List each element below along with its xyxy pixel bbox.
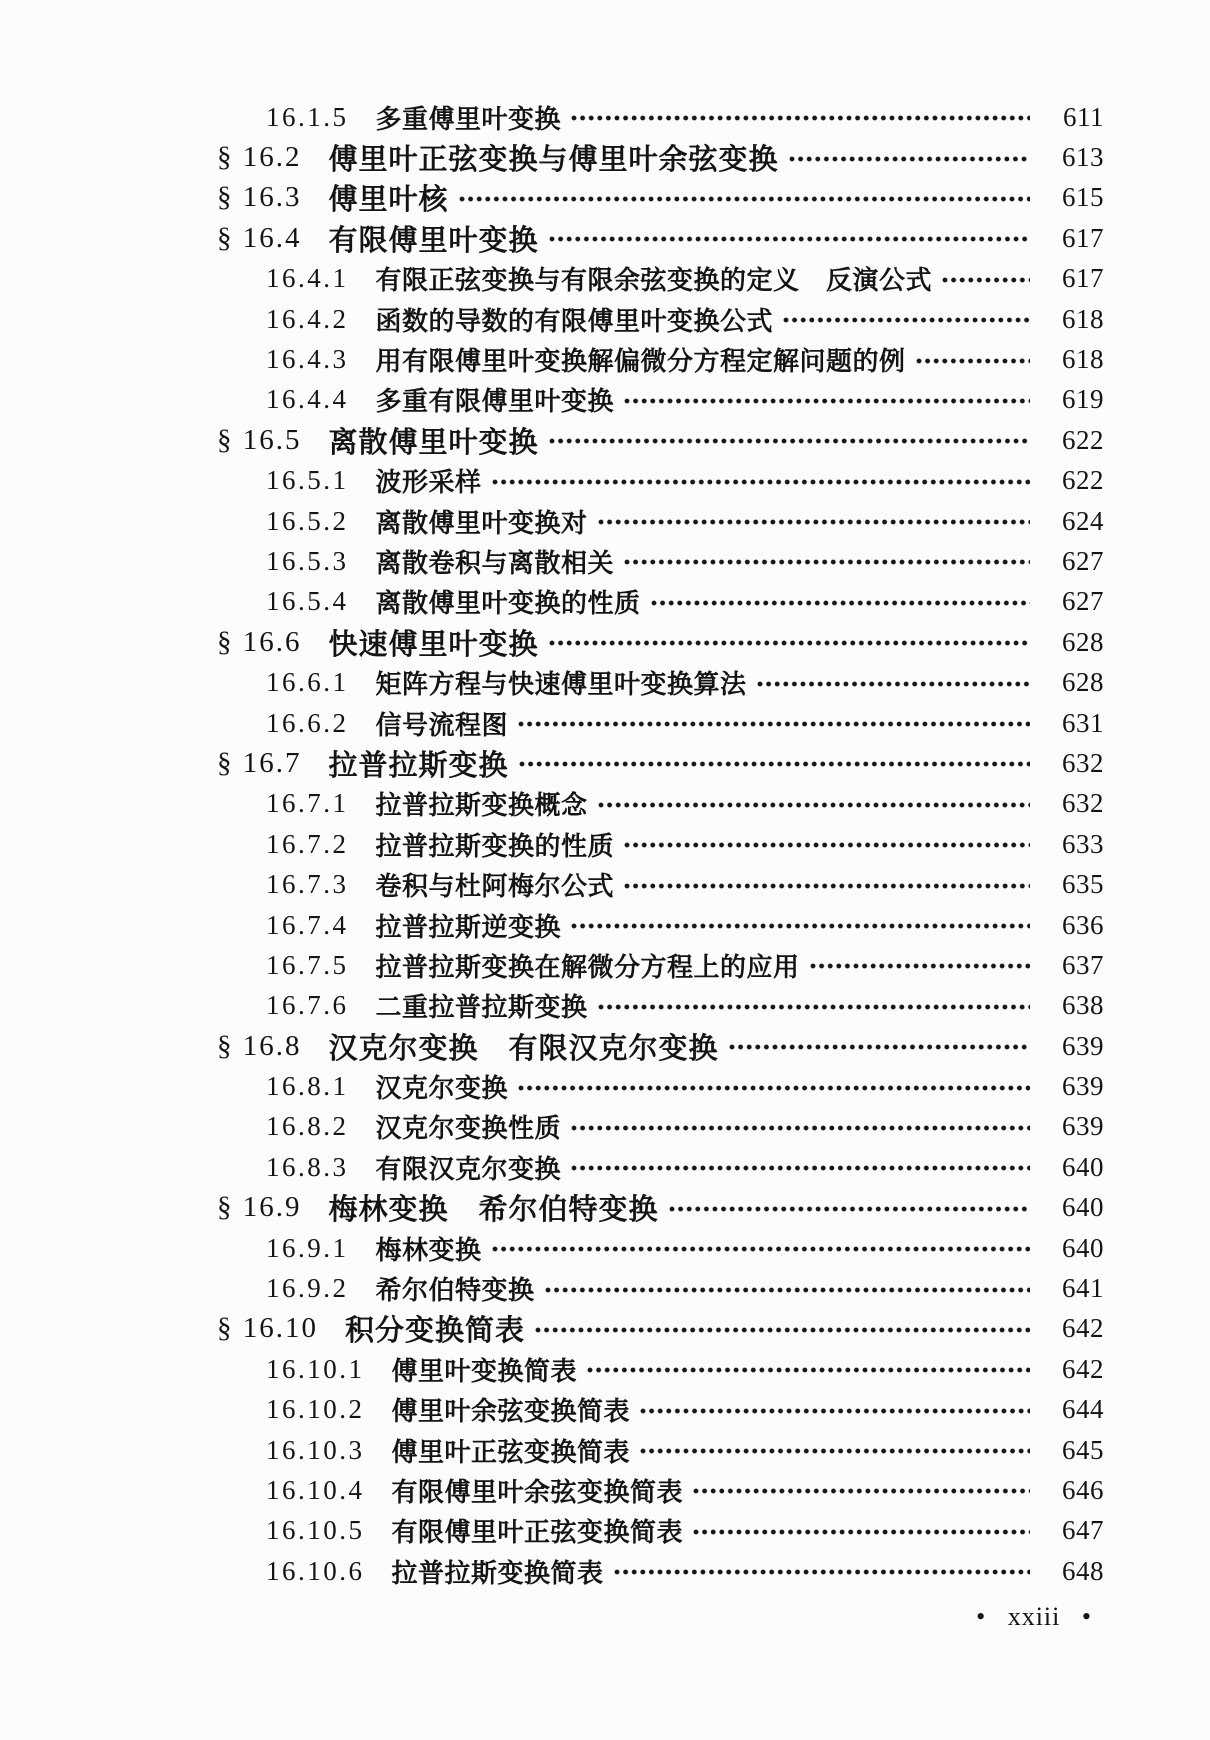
entry-title: 汉克尔变换	[375, 1073, 509, 1104]
dot-leader	[548, 437, 1030, 445]
entry-title: 拉普拉斯逆变换	[375, 911, 562, 942]
toc-entry	[0, 1349, 1210, 1389]
entry-title: 矩阵方程与快速傅里叶变换算法	[375, 669, 747, 700]
dot-leader	[623, 558, 1030, 566]
entry-title: 傅里叶余弦变换简表	[391, 1396, 631, 1427]
entry-number: 16.10.4	[266, 1474, 365, 1505]
entry-number: 16.10.1	[266, 1353, 365, 1384]
entry-number: 16.4.3	[266, 344, 349, 375]
entry-page-number: 627	[1062, 545, 1104, 576]
toc-entry	[0, 178, 1210, 218]
toc-entry	[0, 784, 1210, 824]
dot-leader	[692, 1487, 1030, 1495]
entry-title: 多重有限傅里叶变换	[375, 386, 615, 417]
toc-entry	[0, 1470, 1210, 1510]
entry-title: 梅林变换	[375, 1234, 482, 1265]
entry-number: 16.7.6	[266, 990, 349, 1021]
entry-title: 离散傅里叶变换	[328, 426, 539, 459]
entry-number: § 16.8	[217, 1029, 302, 1062]
toc-entry	[0, 1147, 1210, 1187]
entry-number: 16.5.1	[266, 465, 349, 496]
toc-entry	[0, 339, 1210, 379]
toc-entry	[0, 299, 1210, 339]
entry-title: 拉普拉斯变换概念	[375, 790, 588, 821]
entry-number: 16.7.4	[266, 909, 349, 940]
dot-leader	[623, 397, 1030, 405]
toc-entry	[0, 1390, 1210, 1430]
dot-leader	[548, 639, 1030, 647]
toc-entry	[0, 1228, 1210, 1268]
entry-number: § 16.7	[217, 746, 302, 779]
dot-leader	[915, 357, 1030, 365]
entry-title: 有限傅里叶正弦变换简表	[391, 1517, 684, 1548]
toc-entry	[0, 824, 1210, 864]
dot-leader	[518, 760, 1030, 768]
entry-title: 波形采样	[375, 467, 482, 498]
toc-entry	[0, 945, 1210, 985]
page-number-footer: • xxiii •	[976, 1602, 1092, 1631]
entry-page-number: 632	[1062, 747, 1104, 778]
dot-leader	[668, 1205, 1030, 1213]
entry-page-number: 617	[1062, 263, 1104, 294]
entry-page-number: 624	[1062, 505, 1104, 536]
dot-leader	[570, 1124, 1030, 1132]
entry-page-number: 628	[1062, 667, 1104, 698]
entry-title: 拉普拉斯变换的性质	[375, 830, 615, 861]
toc-list	[0, 97, 1210, 1591]
entry-number: 16.5.3	[266, 545, 349, 576]
entry-page-number: 627	[1062, 586, 1104, 617]
entry-page-number: 628	[1062, 626, 1104, 657]
entry-page-number: 631	[1062, 707, 1104, 738]
dot-leader	[544, 1286, 1030, 1294]
dot-leader	[809, 962, 1030, 970]
dot-leader	[692, 1528, 1030, 1536]
entry-number: § 16.4	[217, 221, 302, 254]
entry-number: 16.5.4	[266, 586, 349, 617]
entry-title: 离散卷积与离散相关	[375, 547, 615, 578]
toc-entry	[0, 1107, 1210, 1147]
entry-title: 卷积与杜阿梅尔公式	[375, 871, 615, 902]
toc-entry	[0, 541, 1210, 581]
entry-number: 16.4.1	[266, 263, 349, 294]
entry-title: 有限正弦变换与有限余弦变换的定义 反演公式	[375, 265, 933, 296]
toc-entry	[0, 420, 1210, 460]
entry-number: 16.5.2	[266, 505, 349, 536]
entry-title: 拉普拉斯变换在解微分方程上的应用	[375, 951, 800, 982]
entry-number: 16.10.6	[266, 1555, 365, 1586]
entry-page-number: 636	[1062, 909, 1104, 940]
entry-number: 16.1.5	[266, 101, 349, 132]
entry-number: § 16.5	[217, 423, 302, 456]
entry-number: 16.10.2	[266, 1394, 365, 1425]
entry-title: 汉克尔变换 有限汉克尔变换	[328, 1032, 719, 1065]
entry-page-number: 633	[1062, 828, 1104, 859]
entry-number: § 16.10	[217, 1312, 318, 1345]
entry-title: 离散傅里叶变换的性质	[375, 588, 641, 619]
dot-leader	[623, 882, 1030, 890]
dot-leader	[548, 235, 1030, 243]
entry-title: 多重傅里叶变换	[375, 103, 562, 134]
toc-entry	[0, 97, 1210, 137]
toc-entry	[0, 380, 1210, 420]
toc-entry	[0, 582, 1210, 622]
entry-page-number: 613	[1062, 142, 1104, 173]
dot-leader	[639, 1407, 1030, 1415]
entry-number: 16.7.5	[266, 949, 349, 980]
dot-leader	[458, 195, 1030, 203]
toc-entry	[0, 703, 1210, 743]
entry-number: § 16.3	[217, 181, 302, 214]
entry-page-number: 635	[1062, 869, 1104, 900]
entry-number: 16.7.1	[266, 788, 349, 819]
dot-leader	[623, 841, 1030, 849]
toc-entry	[0, 259, 1210, 299]
entry-page-number: 640	[1062, 1151, 1104, 1182]
entry-number: 16.10.5	[266, 1515, 365, 1546]
dot-leader	[782, 316, 1030, 324]
dot-leader	[491, 1245, 1030, 1253]
toc-entry	[0, 662, 1210, 702]
entry-page-number: 646	[1062, 1474, 1104, 1505]
entry-number: 16.6.1	[266, 667, 349, 698]
entry-title: 傅里叶核	[328, 184, 449, 217]
entry-title: 希尔伯特变换	[375, 1275, 535, 1306]
dot-leader	[613, 1568, 1030, 1576]
entry-page-number: 617	[1062, 222, 1104, 253]
dot-leader	[639, 1447, 1030, 1455]
entry-title: 有限傅里叶变换	[328, 224, 539, 257]
toc-entry	[0, 1551, 1210, 1591]
entry-number: 16.8.1	[266, 1071, 349, 1102]
entry-page-number: 618	[1062, 344, 1104, 375]
entry-page-number: 632	[1062, 788, 1104, 819]
entry-number: 16.10.3	[266, 1434, 365, 1465]
entry-title: 傅里叶变换简表	[391, 1355, 578, 1386]
entry-title: 拉普拉斯变换简表	[391, 1557, 604, 1588]
entry-page-number: 645	[1062, 1434, 1104, 1465]
entry-title: 拉普拉斯变换	[328, 749, 509, 782]
toc-entry	[0, 864, 1210, 904]
toc-entry	[0, 622, 1210, 662]
toc-entry	[0, 1511, 1210, 1551]
entry-page-number: 647	[1062, 1515, 1104, 1546]
toc-entry	[0, 1268, 1210, 1308]
entry-title: 离散傅里叶变换对	[375, 507, 588, 538]
toc-entry	[0, 986, 1210, 1026]
entry-title: 梅林变换 希尔伯特变换	[328, 1194, 659, 1227]
entry-page-number: 639	[1062, 1071, 1104, 1102]
entry-title: 汉克尔变换性质	[375, 1113, 562, 1144]
entry-page-number: 642	[1062, 1353, 1104, 1384]
entry-number: 16.6.2	[266, 707, 349, 738]
dot-leader	[728, 1043, 1030, 1051]
entry-page-number: 615	[1062, 182, 1104, 213]
toc-entry	[0, 218, 1210, 258]
entry-number: 16.4.2	[266, 303, 349, 334]
dot-leader	[650, 599, 1030, 607]
entry-number: § 16.2	[217, 141, 302, 174]
toc-entry	[0, 1430, 1210, 1470]
entry-title: 二重拉普拉斯变换	[375, 992, 588, 1023]
entry-page-number: 638	[1062, 990, 1104, 1021]
dot-leader	[597, 1003, 1030, 1011]
dot-leader	[570, 922, 1030, 930]
entry-page-number: 640	[1062, 1192, 1104, 1223]
entry-title: 有限汉克尔变换	[375, 1153, 562, 1184]
entry-number: 16.8.2	[266, 1111, 349, 1142]
dot-leader	[491, 478, 1030, 486]
dot-leader	[517, 720, 1030, 728]
entry-page-number: 639	[1062, 1111, 1104, 1142]
entry-page-number: 637	[1062, 949, 1104, 980]
entry-page-number: 642	[1062, 1313, 1104, 1344]
entry-title: 信号流程图	[375, 709, 509, 740]
dot-leader	[597, 801, 1030, 809]
toc-entry	[0, 1026, 1210, 1066]
entry-number: § 16.6	[217, 625, 302, 658]
entry-number: 16.8.3	[266, 1151, 349, 1182]
entry-title: 傅里叶正弦变换简表	[391, 1436, 631, 1467]
toc-entry	[0, 501, 1210, 541]
entry-page-number: 648	[1062, 1555, 1104, 1586]
entry-page-number: 644	[1062, 1394, 1104, 1425]
dot-leader	[570, 1164, 1030, 1172]
dot-leader	[586, 1366, 1030, 1374]
entry-page-number: 622	[1062, 424, 1104, 455]
entry-number: 16.9.1	[266, 1232, 349, 1263]
dot-leader	[534, 1326, 1030, 1334]
entry-page-number: 618	[1062, 303, 1104, 334]
dot-leader	[756, 680, 1030, 688]
toc-entry	[0, 905, 1210, 945]
entry-title: 函数的导数的有限傅里叶变换公式	[375, 305, 774, 336]
toc-entry	[0, 1188, 1210, 1228]
entry-number: § 16.9	[217, 1191, 302, 1224]
entry-page-number: 611	[1063, 101, 1104, 132]
dot-leader	[597, 518, 1030, 526]
entry-title: 傅里叶正弦变换与傅里叶余弦变换	[328, 144, 779, 177]
entry-number: 16.4.4	[266, 384, 349, 415]
dot-leader	[788, 155, 1030, 163]
entry-page-number: 641	[1062, 1273, 1104, 1304]
dot-leader	[941, 276, 1030, 284]
dot-leader	[517, 1084, 1030, 1092]
entry-page-number: 640	[1062, 1232, 1104, 1263]
entry-number: 16.9.2	[266, 1273, 349, 1304]
toc-entry	[0, 461, 1210, 501]
toc-entry	[0, 137, 1210, 177]
dot-leader	[570, 114, 1030, 122]
entry-page-number: 622	[1062, 465, 1104, 496]
entry-page-number: 639	[1062, 1030, 1104, 1061]
toc-entry	[0, 743, 1210, 783]
toc-entry	[0, 1066, 1210, 1106]
entry-title: 快速傅里叶变换	[328, 628, 539, 661]
entry-page-number: 619	[1062, 384, 1104, 415]
entry-title: 积分变换简表	[345, 1315, 526, 1348]
entry-number: 16.7.2	[266, 828, 349, 859]
entry-title: 用有限傅里叶变换解偏微分方程定解问题的例	[375, 346, 906, 377]
entry-number: 16.7.3	[266, 869, 349, 900]
toc-entry	[0, 1309, 1210, 1349]
entry-title: 有限傅里叶余弦变换简表	[391, 1476, 684, 1507]
